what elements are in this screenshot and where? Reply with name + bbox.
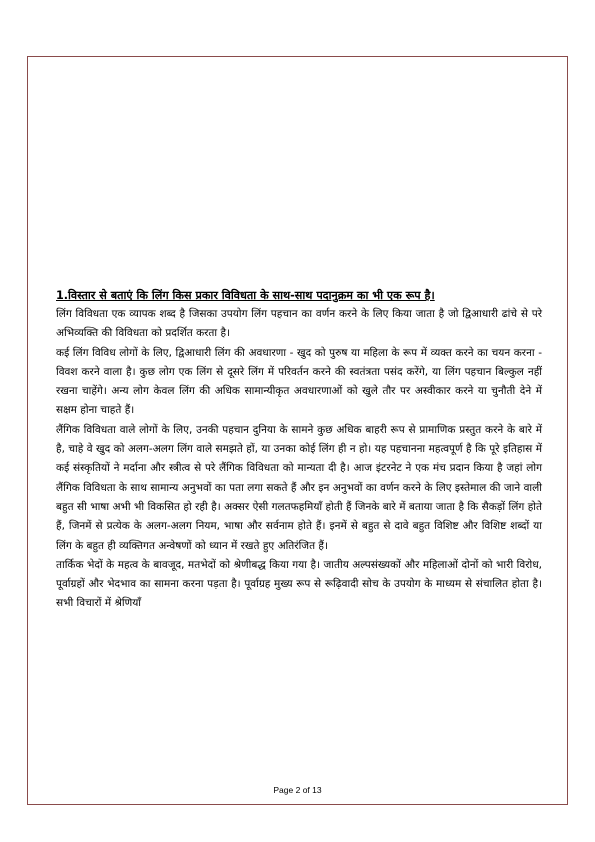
paragraph-4: तार्किक भेदों के महत्व के बावजूद, मतभेदों को श्रेणीबद्ध किया गया है। जातीय अल्पसंख्यकों और महिलाओं दोनों को भारी विरोध, पूर्वाग्रहों और भेदभाव का सामना करना पड़ता है। पूर्वाग्रह मुख्य रूप से रूढ़िवादी सोच के उपयोग के माध्यम से संचालित होता है। सभी विचारों में श्रेणियाँ [56, 558, 542, 610]
section-heading: 1.विस्तार से बताएं कि लिंग किस प्रकार विविधता के साथ-साथ पदानुक्रम का भी एक रूप है। [56, 289, 435, 302]
page-content [56, 286, 542, 614]
page-number-footer: Page 2 of 13 [273, 785, 322, 795]
paragraph-1: लिंग विविधता एक व्यापक शब्द है जिसका उपयोग लिंग पहचान का वर्णन करने के लिए किया जाता है जो द्विआधारी ढांचे से परे अभिव्यक्ति की विविधता को प्रदर्शित करता है। [56, 308, 542, 340]
paragraph-2: कई लिंग विविध लोगों के लिए, द्विआधारी लिंग की अवधारणा - खुद को पुरुष या महिला के रूप में व्यक्त करने का चयन करना - विवश करने वाला है। कुछ लोग एक लिंग से दूसरे लिंग में परिवर्तन करने की स्वतंत्रता पसंद करेंगे, या लिंग पहचान बिल्कुल नहीं रखना चाहेंगे। अन्य लोग केवल लिंग की अधिक सामान्यीकृत अवधारणाओं को खुले तौर पर अस्वीकार करने या चुनौती देने में सक्षम होना चाहते हैं। [56, 346, 542, 417]
paragraph-3: लैंगिक विविधता वाले लोगों के लिए, उनकी पहचान दुनिया के सामने कुछ अधिक बाहरी रूप से प्रामाणिक प्रस्तुत करने के बारे में है, चाहे वे खुद को अलग-अलग लिंग वाले समझते हों, या उनका कोई लिंग ही न हो। यह पहचानना महत्वपूर्ण है कि पूरे इतिहास में कई संस्कृतियों ने मर्दाना और स्त्रीत्व से परे लैंगिक विविधता को मान्यता दी है। आज इंटरनेट ने एक मंच प्रदान किया है जहां लोग लैंगिक विविधता के साथ सामान्य अनुभवों का पता लगा सकते हैं और इन अनुभवों का वर्णन करने के लिए इस्तेमाल की जाने वाली बहुत सी भाषा अभी भी विकसित हो रही है। अक्सर ऐसी गलतफहमियाँ होती हैं जिनके बारे में बताया जाता है कि सैकड़ों लिंग होते हैं, जिनमें से प्रत्येक के अलग-अलग नियम, भाषा और सर्वनाम होते हैं। इनमें से बहुत से दावे बहुत विशिष्ट और विशिष्ट शब्दों या लिंग के बहुत ही व्यक्तिगत अन्वेषणों को ध्यान में रखते हुए अतिरंजित हैं। [56, 423, 542, 552]
